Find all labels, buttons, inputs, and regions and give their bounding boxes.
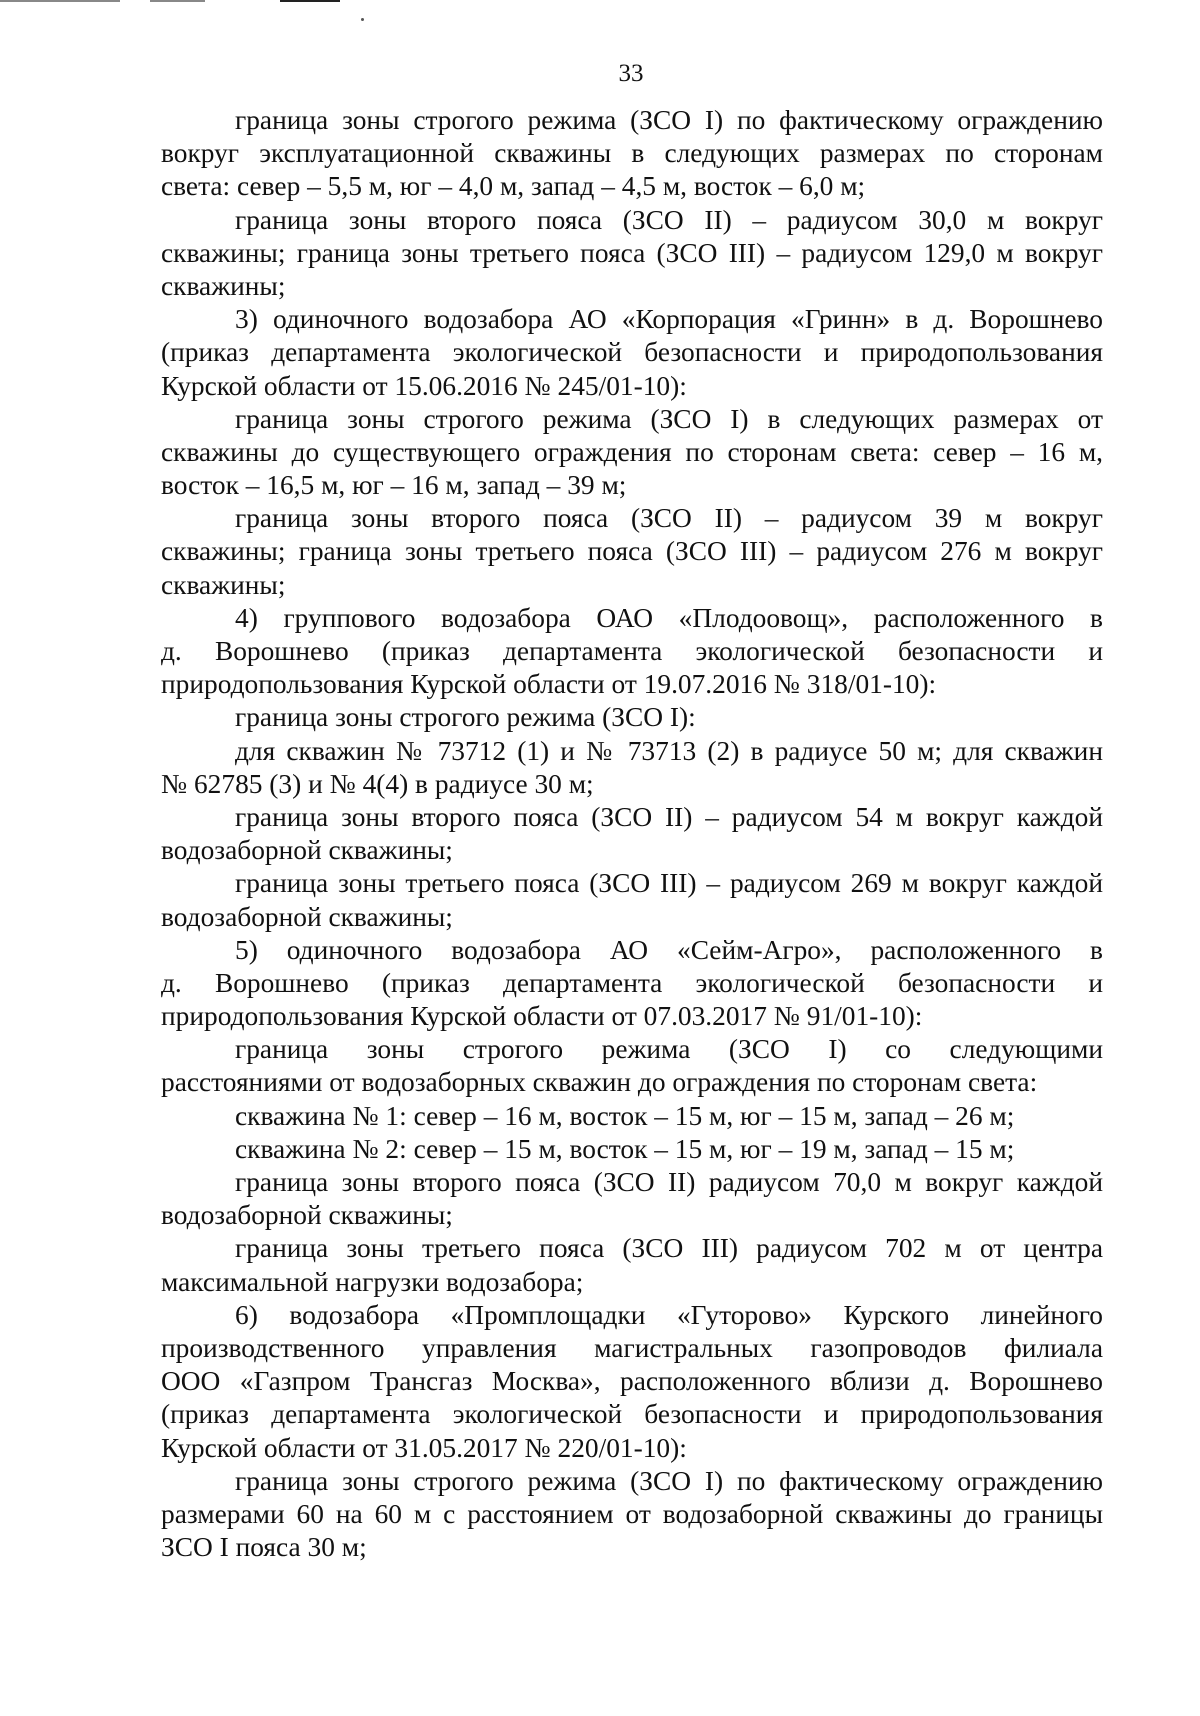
text-line: Курской области от 15.06.2016 № 245/01-10):	[161, 370, 687, 401]
text-line: максимальной нагрузки водозабора;	[161, 1266, 584, 1297]
scan-artifact	[361, 18, 364, 21]
text-line: граница зоны второго пояса (ЗСО II) – радиусом 30,0 м вокруг	[235, 204, 1103, 235]
scan-artifact	[0, 0, 120, 2]
scan-artifact	[150, 0, 205, 2]
text-line: (приказ департамента экологической безопасности и природопользования	[161, 337, 1103, 368]
text-line: 6) водозабора «Промплощадки «Гуторово» Курского линейного	[235, 1299, 1103, 1330]
text-line: природопользования Курской области от 19.07.2016 № 318/01-10):	[161, 669, 937, 700]
text-line: природопользования Курской области от 07.03.2017 № 91/01-10):	[161, 1001, 923, 1032]
text-line: водозаборной скважины;	[161, 901, 453, 932]
text-line: граница зоны строгого режима (ЗСО I) по фактическому ограждению	[235, 1465, 1103, 1496]
text-line: граница зоны строгого режима (ЗСО I) со следующими	[235, 1034, 1103, 1065]
text-line: граница зоны строгого режима (ЗСО I):	[235, 702, 696, 733]
text-line: граница зоны второго пояса (ЗСО II) – радиусом 39 м вокруг	[235, 503, 1103, 534]
page-number: 33	[618, 60, 644, 87]
text-line: скважины; граница зоны третьего пояса (ЗСО III) – радиусом 129,0 м вокруг	[161, 237, 1103, 268]
text-line: водозаборной скважины;	[161, 835, 453, 866]
text-line: скважины;	[161, 569, 286, 600]
text-line: ООО «Газпром Трансгаз Москва», расположенного вблизи д. Ворошнево	[161, 1366, 1103, 1397]
text-line: граница зоны третьего пояса (ЗСО III) радиусом 702 м от центра	[235, 1233, 1103, 1264]
text-line: Курской области от 31.05.2017 № 220/01-10):	[161, 1432, 687, 1463]
text-line: скважины до существующего ограждения по сторонам света: север – 16 м,	[161, 436, 1103, 467]
text-line: скважина № 2: север – 15 м, восток – 15 м, юг – 19 м, запад – 15 м;	[235, 1133, 1015, 1164]
text-line: граница зоны второго пояса (ЗСО II) – радиусом 54 м вокруг каждой	[235, 801, 1103, 832]
text-line: скважины; граница зоны третьего пояса (ЗСО III) – радиусом 276 м вокруг	[161, 536, 1103, 567]
text-line: ЗСО I пояса 30 м;	[161, 1532, 367, 1563]
text-line: (приказ департамента экологической безопасности и природопользования	[161, 1399, 1103, 1430]
text-line: № 62785 (3) и № 4(4) в радиусе 30 м;	[161, 768, 594, 799]
document-body	[161, 104, 1103, 1564]
text-line: 4) группового водозабора ОАО «Плодоовощ», расположенного в	[235, 602, 1103, 633]
text-line: водозаборной скважины;	[161, 1200, 453, 1231]
text-line: граница зоны строгого режима (ЗСО I) в следующих размерах от	[235, 403, 1103, 434]
text-line: света: север – 5,5 м, юг – 4,0 м, запад – 4,5 м, восток – 6,0 м;	[161, 171, 866, 202]
text-line: для скважин № 73712 (1) и № 73713 (2) в радиусе 50 м; для скважин	[235, 735, 1103, 766]
text-line: размерами 60 на 60 м с расстоянием от водозаборной скважины до границы	[161, 1498, 1103, 1529]
text-line: вокруг эксплуатационной скважины в следующих размерах по сторонам	[161, 138, 1103, 169]
scan-artifact	[280, 0, 340, 2]
text-line: 5) одиночного водозабора АО «Сейм-Агро», расположенного в	[235, 934, 1103, 965]
text-line: граница зоны третьего пояса (ЗСО III) – радиусом 269 м вокруг каждой	[235, 868, 1103, 899]
text-line: скважины;	[161, 270, 286, 301]
text-line: 3) одиночного водозабора АО «Корпорация «Гринн» в д. Ворошнево	[235, 304, 1103, 335]
text-line: д. Ворошнево (приказ департамента экологической безопасности и	[161, 967, 1103, 998]
text-line: граница зоны второго пояса (ЗСО II) радиусом 70,0 м вокруг каждой	[235, 1167, 1103, 1197]
text-line: д. Ворошнево (приказ департамента экологической безопасности и	[161, 636, 1103, 666]
text-line: граница зоны строгого режима (ЗСО I) по фактическому ограждению	[235, 105, 1103, 135]
text-line: расстояниями от водозаборных скважин до ограждения по сторонам света:	[161, 1067, 1038, 1098]
text-line: скважина № 1: север – 16 м, восток – 15 м, юг – 15 м, запад – 26 м;	[235, 1100, 1015, 1131]
text-line: восток – 16,5 м, юг – 16 м, запад – 39 м;	[161, 470, 627, 501]
text-line: производственного управления магистральных газопроводов филиала	[161, 1332, 1103, 1363]
